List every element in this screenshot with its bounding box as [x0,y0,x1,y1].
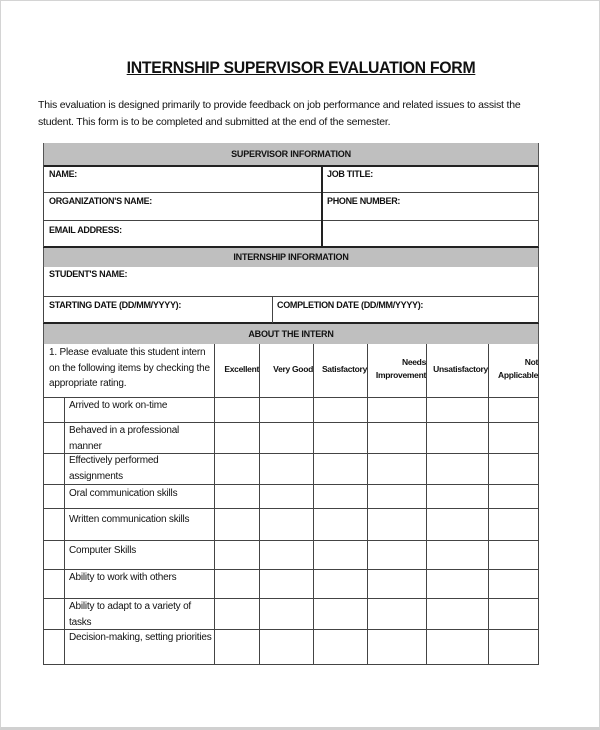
rating-checkbox-very-good[interactable] [260,630,313,664]
completion-date-field[interactable] [273,297,538,322]
rating-checkbox-not-applicable[interactable] [489,541,538,569]
rating-header-very-good [259,344,313,397]
divider [43,664,539,665]
evaluation-item-label: Computer Skills [69,545,137,556]
rating-checkbox-not-applicable[interactable] [489,423,538,453]
rating-checkbox-needs-improvement[interactable] [368,541,426,569]
rating-checkbox-unsatisfactory[interactable] [427,423,488,453]
rating-checkbox-satisfactory[interactable] [314,509,367,540]
rating-checkbox-satisfactory[interactable] [314,485,367,508]
rating-checkbox-very-good[interactable] [260,454,313,484]
rating-checkbox-very-good[interactable] [260,423,313,453]
rating-checkbox-not-applicable[interactable] [489,454,538,484]
rating-checkbox-satisfactory[interactable] [314,423,367,453]
rating-checkbox-unsatisfactory[interactable] [427,398,488,422]
rating-checkbox-not-applicable[interactable] [489,509,538,540]
phone-number-field[interactable] [323,193,538,220]
rating-checkbox-satisfactory[interactable] [314,630,367,664]
rating-checkbox-excellent[interactable] [215,398,259,422]
rating-checkbox-very-good[interactable] [260,599,313,629]
evaluation-item-label: Oral communication skills [69,488,178,499]
rating-checkbox-needs-improvement[interactable] [368,570,426,598]
supervisor-name-label: NAME: [49,169,77,179]
rating-checkbox-satisfactory[interactable] [314,570,367,598]
rating-header-line2: Satisfactory [321,363,367,374]
form-intro: This evaluation is designed primarily to provide feedback on job performance and related issues to assist the student. This form is to be completed and submitted at the end of the semester. [38,99,521,128]
rating-checkbox-needs-improvement[interactable] [368,398,426,422]
rating-header-line2: Applicable [498,370,538,380]
student-name-field[interactable] [44,267,538,296]
rating-header-unsatisfactory [426,344,488,397]
rating-header-satisfactory [313,344,367,397]
rating-header-line1: Not [524,357,538,367]
rating-checkbox-unsatisfactory[interactable] [427,509,488,540]
rating-checkbox-unsatisfactory[interactable] [427,599,488,629]
evaluation-item-label: Arrived to work on-time [69,400,168,411]
evaluation-item-label: Written communication skills [69,514,190,525]
supervisor-section-header: SUPERVISOR INFORMATION [43,143,539,165]
item-number-cell [44,398,64,422]
rating-checkbox-unsatisfactory[interactable] [427,454,488,484]
item-number-cell [44,509,64,540]
rating-header-line2: Unsatisfactory [433,363,488,374]
phone-number-label: PHONE NUMBER: [327,196,401,206]
starting-date-field[interactable] [44,297,272,322]
item-number-cell [44,423,64,453]
rating-checkbox-excellent[interactable] [215,509,259,540]
rating-checkbox-very-good[interactable] [260,398,313,422]
item-number-cell [44,599,64,629]
starting-date-label: STARTING DATE (DD/MM/YYYY): [49,300,182,310]
evaluation-item-label: Ability to adapt to a variety of tasks [69,601,192,628]
rating-header-line1: Needs [401,357,426,367]
rating-checkbox-excellent[interactable] [215,570,259,598]
rating-checkbox-excellent[interactable] [215,599,259,629]
divider [538,165,539,247]
about-intern-section-header: ABOUT THE INTERN [43,324,539,344]
rating-checkbox-needs-improvement[interactable] [368,454,426,484]
rating-checkbox-excellent[interactable] [215,454,259,484]
rating-header-line2: Improvement [375,370,426,380]
job-title-label: JOB TITLE: [327,169,373,179]
rating-checkbox-excellent[interactable] [215,423,259,453]
internship-section-header: INTERNSHIP INFORMATION [43,248,539,267]
evaluation-prompt: 1. Please evaluate this student intern on the following items by checking the appropriate rating. [49,347,210,389]
rating-checkbox-very-good[interactable] [260,485,313,508]
rating-checkbox-satisfactory[interactable] [314,599,367,629]
evaluation-item-label: Behaved in a professional manner [69,425,180,452]
email-address-label: EMAIL ADDRESS: [49,225,122,235]
rating-checkbox-satisfactory[interactable] [314,541,367,569]
evaluation-item-label: Decision-making, setting priorities [69,632,212,643]
rating-header-line2: Excellent [224,363,259,374]
completion-date-label: COMPLETION DATE (DD/MM/YYYY): [277,300,424,310]
rating-checkbox-satisfactory[interactable] [314,398,367,422]
rating-checkbox-unsatisfactory[interactable] [427,541,488,569]
rating-checkbox-not-applicable[interactable] [489,599,538,629]
rating-checkbox-needs-improvement[interactable] [368,509,426,540]
divider [538,267,539,323]
rating-checkbox-not-applicable[interactable] [489,485,538,508]
rating-checkbox-very-good[interactable] [260,570,313,598]
rating-header-line2: Very Good [273,363,313,374]
rating-checkbox-unsatisfactory[interactable] [427,570,488,598]
rating-checkbox-very-good[interactable] [260,541,313,569]
rating-checkbox-needs-improvement[interactable] [368,599,426,629]
rating-checkbox-needs-improvement[interactable] [368,485,426,508]
student-name-label: STUDENT'S NAME: [49,269,128,279]
item-number-cell [44,570,64,598]
item-number-cell [44,485,64,508]
rating-checkbox-very-good[interactable] [260,509,313,540]
item-number-cell [44,454,64,484]
rating-checkbox-not-applicable[interactable] [489,398,538,422]
rating-checkbox-excellent[interactable] [215,630,259,664]
job-title-field[interactable] [323,166,538,192]
evaluation-item-label: Effectively performed assignments [69,455,159,482]
evaluation-item-label: Ability to work with others [69,572,177,583]
rating-checkbox-unsatisfactory[interactable] [427,630,488,664]
supervisor-name-field[interactable] [44,166,321,192]
rating-header-needs-improvement [367,344,426,397]
rating-header-not-applicable [488,344,538,397]
rating-checkbox-needs-improvement[interactable] [368,423,426,453]
form-title: INTERNSHIP SUPERVISOR EVALUATION FORM [126,58,476,77]
rating-checkbox-excellent[interactable] [215,541,259,569]
email-address-field[interactable] [44,221,321,246]
rating-checkbox-excellent[interactable] [215,485,259,508]
item-number-cell [44,630,64,664]
rating-checkbox-needs-improvement[interactable] [368,630,426,664]
rating-checkbox-satisfactory[interactable] [314,454,367,484]
divider [64,397,65,665]
rating-checkbox-not-applicable[interactable] [489,630,538,664]
organization-name-field[interactable] [44,193,321,220]
rating-checkbox-unsatisfactory[interactable] [427,485,488,508]
item-number-cell [44,541,64,569]
rating-checkbox-not-applicable[interactable] [489,570,538,598]
divider [538,344,539,665]
rating-header-excellent [214,344,259,397]
blank-supervisor-field[interactable] [323,221,538,246]
organization-name-label: ORGANIZATION'S NAME: [49,196,152,206]
